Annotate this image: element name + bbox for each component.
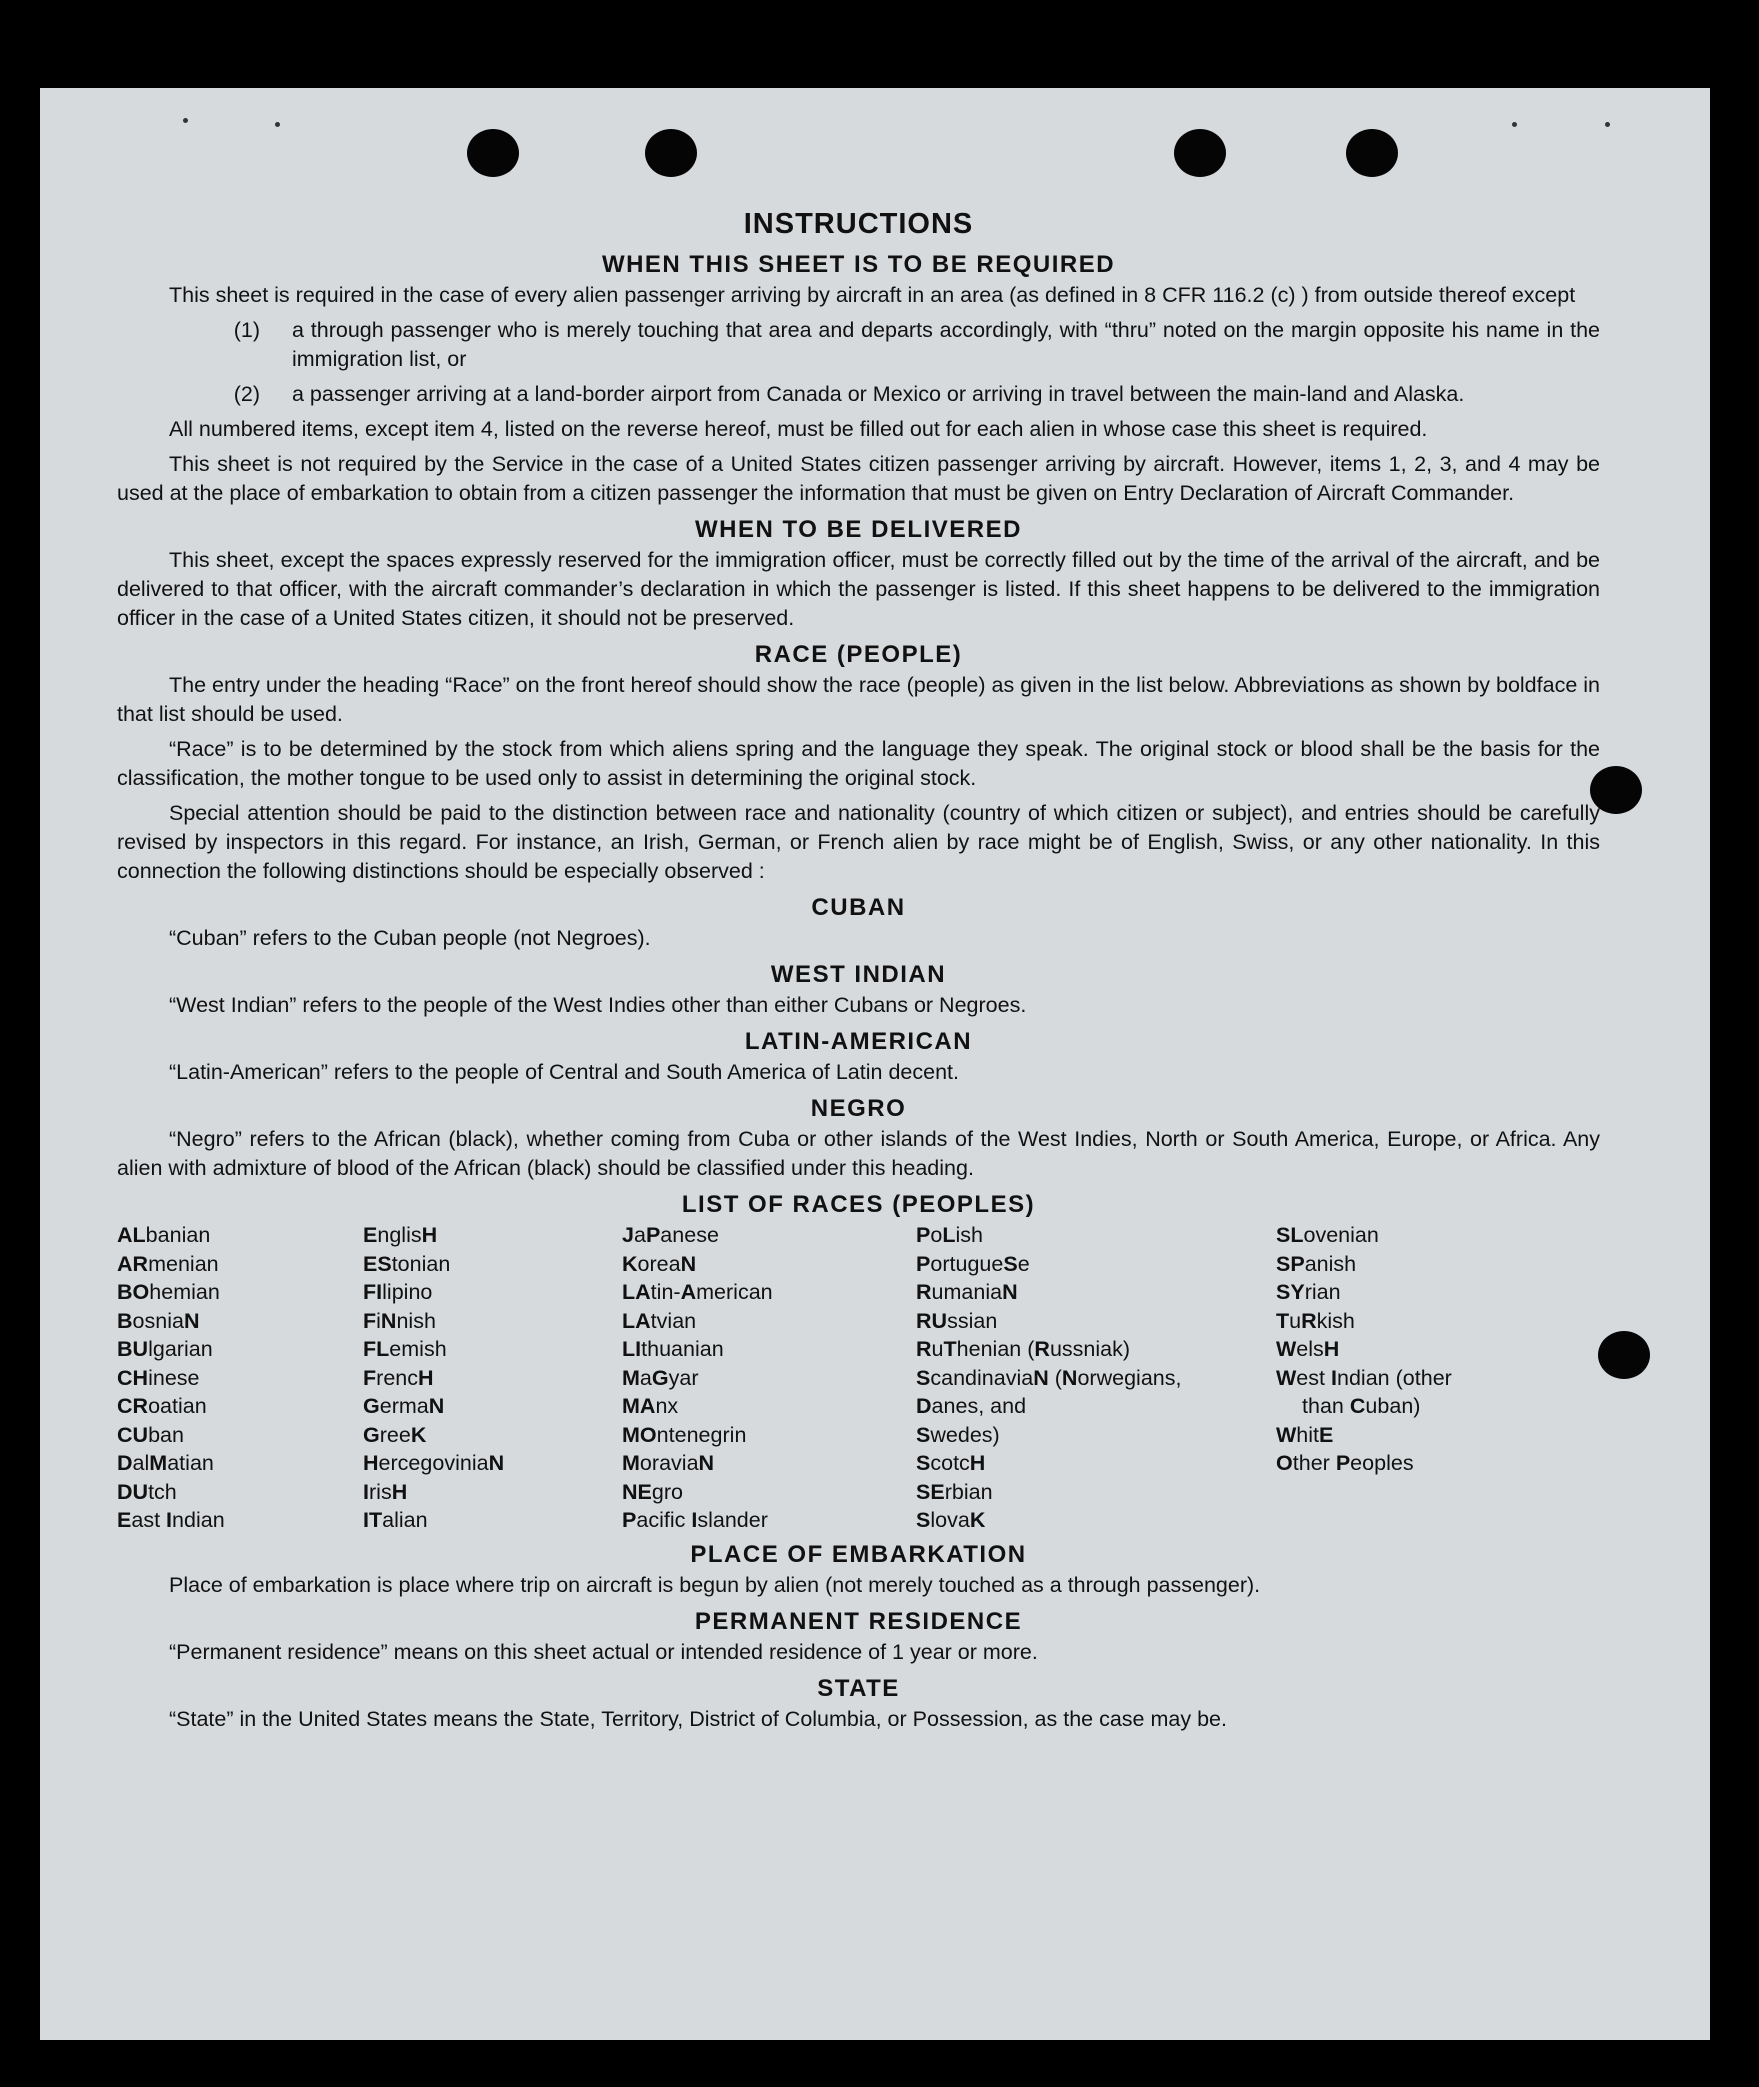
race-entry: WhitE [1276, 1422, 1334, 1447]
punch-hole [1346, 129, 1398, 177]
race-entry: ALbanian [117, 1223, 211, 1247]
races-column [117, 1221, 363, 1535]
race-entry: FrencH [363, 1365, 434, 1390]
race-entry: ARmenian [117, 1251, 219, 1276]
races-column [363, 1221, 622, 1535]
item-number: (2) [233, 382, 260, 406]
race-entry: Other Peoples [1276, 1451, 1414, 1475]
race-entry: SlovaK [916, 1508, 986, 1532]
race-entry: GreeK [363, 1422, 427, 1447]
race-entry: MaGyar [622, 1365, 699, 1390]
punch-hole [467, 129, 519, 177]
exception-item [117, 316, 1600, 374]
section-heading-negro: NEGRO [810, 1095, 907, 1122]
race-entry: LAtin-American [622, 1280, 773, 1304]
race-entry: East Indian [117, 1508, 225, 1532]
state-definition: “State” in the United States means the State, Territory, District of Columbia, or Possession, as the case may be. [169, 1706, 1227, 1731]
races-column [916, 1221, 1276, 1535]
delivered-paragraph: This sheet, except the spaces expressly reserved for the immigration officer, must be correctly filled out by the time of the arrival of the aircraft, and be delivered to that officer, with the aircraft commander’s declaration in which the passenger is listed. If this sheet happens to be delivered to the immigration officer in the case of a United States citizen, it should not be preserved. [117, 548, 1600, 630]
punch-hole [645, 129, 697, 177]
race-entry: IrisH [363, 1479, 408, 1504]
race-entry: Danes, and [916, 1394, 1027, 1418]
race-entry: NEgro [622, 1479, 683, 1504]
race-entry: SLovenian [1276, 1223, 1379, 1247]
race-entry: TuRkish [1276, 1308, 1355, 1333]
required-paragraph: All numbered items, except item 4, listed on the reverse hereof, must be filled out for each alien in whose case this sheet is required. [169, 417, 1428, 441]
race-entry: MAnx [622, 1394, 679, 1418]
item-text: a passenger arriving at a land-border airport from Canada or Mexico or arriving in travel between the main-land and Alaska. [292, 382, 1465, 406]
section-heading-residence: PERMANENT RESIDENCE [694, 1607, 1023, 1635]
race-entry: CUban [117, 1422, 184, 1447]
speck [1605, 122, 1610, 127]
race-entry: RUssian [916, 1308, 998, 1333]
exception-item [117, 380, 1600, 409]
race-entry: DalMatian [117, 1451, 214, 1475]
speck [1512, 122, 1517, 127]
race-entry: CRoatian [117, 1394, 207, 1418]
race-entry: than Cuban) [1302, 1394, 1421, 1418]
race-entry: FLemish [363, 1337, 447, 1361]
section-heading-delivered: WHEN TO BE DELIVERED [695, 516, 1022, 543]
punch-hole [1174, 129, 1226, 177]
speck [183, 118, 188, 123]
race-entry: Swedes) [916, 1422, 1000, 1447]
cuban-definition: “Cuban” refers to the Cuban people (not Negroes). [169, 926, 651, 950]
speck [275, 122, 280, 127]
embarkation-definition: Place of embarkation is place where trip on aircraft is begun by alien (not merely touched as a through passenger). [169, 1572, 1261, 1597]
race-entry: HercegoviniaN [363, 1451, 505, 1475]
race-entry: SErbian [916, 1479, 993, 1504]
races-column [622, 1221, 916, 1535]
race-entry: EnglisH [363, 1223, 438, 1247]
race-entry: PoLish [916, 1223, 983, 1247]
list-of-races-heading: LIST OF RACES (PEOPLES) [681, 1191, 1036, 1218]
race-entry: RuThenian (Russniak) [916, 1337, 1131, 1361]
race-entry: EStonian [363, 1251, 451, 1276]
race-paragraph: The entry under the heading “Race” on the front hereof should show the race (people) as given in the list below. Abbreviations as shown by boldface in that list should be used. [117, 673, 1600, 726]
race-entry: CHinese [117, 1365, 200, 1390]
race-paragraph: “Race” is to be determined by the stock from which aliens spring and the language they speak. The original stock or blood shall be the basis for the classification, the mother tongue to be used only to assist in determining the original stock. [117, 737, 1600, 790]
section-heading-state: STATE [817, 1674, 900, 1702]
race-entry: WelsH [1276, 1337, 1340, 1361]
race-entry: FIlipino [363, 1280, 433, 1304]
race-entry: SYrian [1276, 1280, 1341, 1304]
race-entry: West Indian (other [1276, 1365, 1452, 1390]
race-entry: GermaN [363, 1394, 445, 1418]
section-heading-race: RACE (PEOPLE) [754, 641, 963, 668]
west-indian-definition: “West Indian” refers to the people of the West Indies other than either Cubans or Negroes. [169, 993, 1027, 1017]
race-entry: ScotcH [916, 1451, 986, 1475]
required-paragraph: This sheet is not required by the Service in the case of a United States citizen passenger arriving by aircraft. However, items 1, 2, 3, and 4 may be used at the place of embarkation to obtain from a citizen passenger the information that must be given on Entry Declaration of Aircraft Commander. [117, 452, 1600, 505]
instructions-content [117, 210, 1600, 1740]
negro-definition: “Negro” refers to the African (black), whether coming from Cuba or other islands of the West Indies, North or South America, Europe, or Africa. Any alien with admixture of blood of the African (black) should be classified under this heading. [117, 1127, 1600, 1180]
race-entry: BUlgarian [117, 1337, 213, 1361]
race-paragraph: Special attention should be paid to the distinction between race and nationality (country of which citizen or subject), and entries should be carefully revised by inspectors in this regard. For instance, an Irish, German, or French alien by race might be of English, Swiss, or any other nationality. In this connection the following distinctions should be especially observed : [117, 801, 1600, 883]
latin-american-definition: “Latin-American” refers to the people of Central and South America of Latin decent. [169, 1060, 959, 1084]
item-number: (1) [233, 318, 260, 342]
race-entry: PortugueSe [916, 1251, 1030, 1276]
section-heading-cuban: CUBAN [811, 894, 906, 921]
race-entry: ITalian [363, 1508, 428, 1532]
section-heading-required: WHEN THIS SHEET IS TO BE REQUIRED [601, 251, 1116, 278]
section-heading-west-indian: WEST INDIAN [770, 961, 947, 988]
race-entry: BosniaN [117, 1308, 200, 1333]
required-intro: This sheet is required in the case of every alien passenger arriving by aircraft in an area (as defined in 8 CFR 116.2 (c) ) from outside thereof except [169, 283, 1576, 307]
race-entry: RumaniaN [916, 1280, 1018, 1304]
races-column [1276, 1221, 1556, 1535]
race-entry: FiNnish [363, 1308, 436, 1333]
race-entry: Pacific Islander [622, 1508, 768, 1532]
race-entry: ScandinaviaN (Norwegians, [916, 1365, 1182, 1390]
punch-hole [1598, 1331, 1650, 1379]
residence-definition: “Permanent residence” means on this sheet actual or intended residence of 1 year or more. [169, 1639, 1038, 1664]
page-title: INSTRUCTIONS [743, 208, 974, 240]
race-entry: JaPanese [622, 1223, 719, 1247]
races-list [117, 1221, 1600, 1535]
race-entry: MoraviaN [622, 1451, 715, 1475]
section-heading-latin-american: LATIN-AMERICAN [744, 1028, 973, 1055]
race-entry: DUtch [117, 1479, 177, 1504]
race-entry: MOntenegrin [622, 1422, 747, 1447]
race-entry: SPanish [1276, 1251, 1357, 1276]
race-entry: BOhemian [117, 1280, 220, 1304]
item-text: a through passenger who is merely touching that area and departs accordingly, with “thru” noted on the margin opposite his name in the immigration list, or [292, 318, 1600, 371]
race-entry: LIthuanian [622, 1337, 724, 1361]
race-entry: LAtvian [622, 1308, 697, 1333]
section-heading-embarkation: PLACE OF EMBARKATION [690, 1540, 1027, 1568]
race-entry: KoreaN [622, 1251, 697, 1276]
